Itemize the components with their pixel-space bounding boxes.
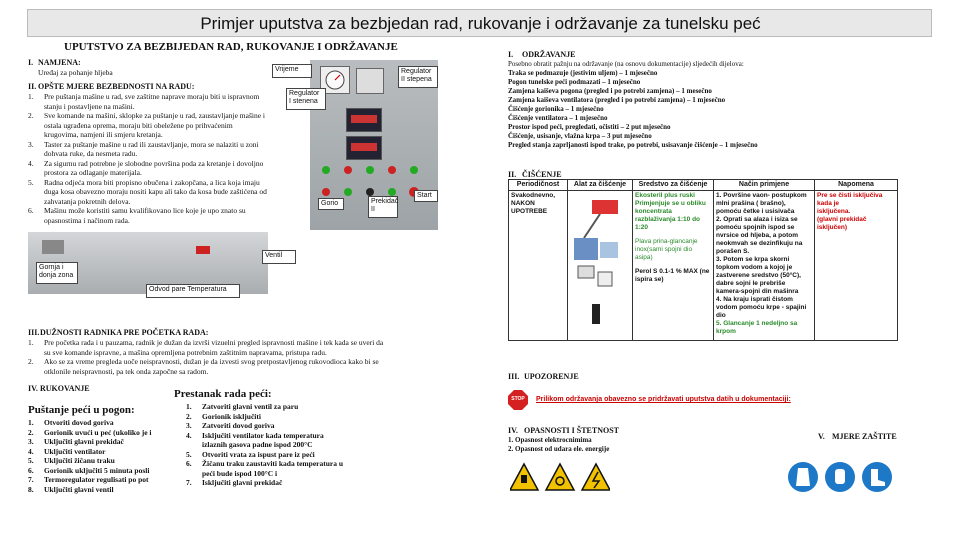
stop-list: [186, 402, 352, 494]
maintenance-list: [508, 60, 798, 156]
method-line: dio: [716, 312, 726, 319]
td-agent: [633, 191, 714, 341]
r-s5-number: V.: [818, 432, 825, 441]
safety-measure-item-line: Taster za puštanje mašine u rad ili zaustavljanje, mora se nalaziti u zoni: [44, 139, 259, 149]
entanglement-hazard-icon: [546, 464, 574, 490]
s4-title: RUKOVANJE: [40, 384, 90, 393]
start-step-item: [28, 485, 168, 495]
method-line: krpom: [716, 328, 736, 335]
r-s1-number: I.: [508, 50, 514, 59]
callout-prekidac: Prekidač II: [368, 196, 398, 218]
stop-step-item-line: Zatvoriti dovod goriva: [202, 421, 275, 430]
s2-list: [28, 92, 300, 232]
agent-green: Ekosteril plus ruski Primjenjuje se u obliku koncentrata razblaživanja 1:10 do 1:20: [635, 192, 706, 231]
th-method: Način primjene: [714, 180, 815, 191]
method-line: porašen S.: [716, 248, 750, 255]
note-line: Pre se čisti isključiva kada je: [817, 192, 883, 207]
s2-title: OPŠTE MJERE BEZBEDNOSTI NA RADU:: [38, 82, 195, 91]
start-step-item: [28, 466, 168, 476]
stop-step-item: [186, 421, 352, 431]
start-step-item: [28, 437, 168, 447]
start-step-item-number: 5.: [28, 456, 34, 465]
callout-gorio: Gorio: [318, 198, 344, 210]
start-step-item-number: 1.: [28, 418, 34, 427]
start-step-item: [28, 447, 168, 457]
warning-text: Prilikom održavanja obavezno se pridržavati uputstva datih u dokumentaciji:: [536, 396, 791, 403]
maintenance-line: Čišćenje ventilatora – 1 mjesečno: [508, 114, 608, 122]
start-step-item: [28, 475, 168, 485]
worker-duty-item: [28, 357, 458, 376]
worker-duty-item-line: Ako se za vreme pregleda uoče neispravnosti, dužan je da izvesti svog pretpostavljenog rukovodioca kako bi se: [44, 357, 379, 366]
stop-step-item-line: Gorionik isključiti: [202, 411, 261, 421]
safety-measure-item-line: stanju i postavljene na mašini.: [44, 101, 135, 111]
safety-measure-item-line: dohvata ruke, da nesmeta radu.: [44, 149, 138, 158]
title-bar: [27, 9, 932, 37]
start-step-item: [28, 418, 168, 428]
start-step-item-number: 6.: [28, 465, 34, 475]
agent-green-2: Plava prina-glancanje inox(sami spojni dio asipa): [635, 238, 698, 261]
start-step-item-text: Gorionik uključiti 5 minuta posli: [44, 465, 150, 475]
method-line: pomoću četke i usisivača: [716, 208, 795, 215]
safety-measure-item-number: 3.: [28, 139, 34, 149]
s1-title: NAMJENA:: [38, 58, 81, 67]
maintenance-line: Čišćenje, usisanje, vlažna krpa – 3 put mjesečno: [508, 132, 652, 140]
stop-step-item-number: 3.: [186, 421, 192, 430]
agent-black: Perol S 0.1-1 % MAX (ne ispira se): [635, 268, 710, 283]
stop-step-item: [186, 431, 352, 450]
start-step-item-number: 7.: [28, 475, 34, 484]
safety-measure-item: [28, 159, 300, 178]
safety-measure-item-number: 5.: [28, 177, 34, 187]
safety-measure-item-line: Sve komande na mašini, sklopke za puštanje u rad, zaustavljanje mašine i: [44, 111, 265, 120]
safety-measure-item-line: Pre puštanja mašine u rad, sve zaštitne naprave moraju biti u ispravnom: [44, 92, 260, 101]
method-line: neokmvah se dezinfikuju na: [716, 240, 803, 247]
ppe-icons: [788, 460, 894, 494]
td-note: [815, 191, 898, 341]
s1-text: Uređaj za pohanje hljeba: [38, 68, 113, 77]
safety-measure-item: [28, 140, 300, 159]
start-step-item-text: Termoregulator regulisati po pot: [44, 475, 149, 484]
stop-step-item: [186, 450, 352, 460]
start-step-item-number: 3.: [28, 437, 34, 446]
hazard-line: 2. Opasnost od udara ele. energije: [508, 445, 610, 453]
s3-title: DUŽNOSTI RADNIKA PRE POČETKA RADA:: [40, 328, 209, 337]
safety-measure-item-number: 4.: [28, 158, 34, 168]
r-s2-title: ČIŠĆENJE: [522, 170, 562, 179]
maintenance-line: Zamjena kaiševa ventilatora (pregled i po potrebi zamjena) – 1 mjesečno: [508, 96, 726, 104]
hazard-signs: [510, 462, 610, 494]
start-title: Puštanje peći u pogon:: [28, 404, 135, 416]
stop-step-item: [186, 402, 352, 412]
stop-step-item: [186, 478, 352, 488]
electric-hazard-icon: [582, 464, 610, 490]
maintenance-line: Zamjena kaiševa pogona (pregled i po potrebi zamjena) – 1 mesečno: [508, 87, 712, 95]
safety-measure-item: [28, 92, 300, 111]
method-line: vodom pomoću krpe - spajini: [716, 304, 807, 311]
r-s1-title: ODRŽAVANJE: [522, 50, 576, 59]
method-line: 2. Oprati sa alaza i isiza se: [716, 216, 798, 223]
start-step-item-text: Uključiti ventilator: [44, 446, 106, 456]
stop-step-item-number: 1.: [186, 402, 192, 411]
callout-odvod-pare: Odvod pare Temperatura: [146, 284, 240, 298]
safety-measure-item-line: Radna odjeća mora biti propisno obučena i zakopčana, a lica koja imaju: [44, 177, 260, 187]
r-s4-number: IV.: [508, 426, 518, 435]
left-doc-header: UPUTSTVO ZA BEZBIJEDAN RAD, RUKOVANJE I ODRŽAVANJE: [64, 41, 398, 53]
stop-step-item-number: 2.: [186, 411, 192, 421]
start-step-item-text: Uključiti glavni prekidač: [44, 437, 124, 446]
start-list: [28, 418, 168, 498]
method-line: 1. Površine vaon- postupkom: [716, 192, 807, 199]
method-line: dabre sojni le prebriše: [716, 280, 786, 287]
worker-duty-item: [28, 338, 458, 357]
stop-step-item-line: Isključiti glavni prekidač: [202, 478, 283, 487]
td-tool: [568, 191, 633, 341]
safety-measure-item-line: zahvatanja pokretnih delova.: [44, 196, 131, 206]
s2-number: II.: [28, 82, 37, 91]
method-line: 5. Glancanje 1 nedeljno sa: [716, 320, 798, 327]
callout-regulator-1: Regulator I stenena: [286, 88, 326, 110]
maintenance-line: Posebno obratit pažnju na održavanje (na osnovu dokumentacije) sljedećih dijelova:: [508, 60, 744, 68]
callout-vrijeme: Vrijeme: [272, 64, 312, 78]
method-line: topkom vodom a kojoj je: [716, 264, 793, 271]
safety-measure-item-line: prostora za odlaganje materijala.: [44, 168, 142, 177]
stop-title: Prestanak rada peći:: [174, 388, 272, 400]
r-s5-title: MJERE ZAŠTITE: [832, 432, 897, 441]
s3-list: [28, 338, 458, 380]
safety-measure-item-line: ostala ugrađena oprema, moraju biti obeležene po prihvaćenim: [44, 120, 233, 130]
r-s3-title: UPOZORENJE: [524, 372, 579, 381]
worker-duty-item-line: Pre početka rada i u pauzama, radnik je dužan da izvrši vizuelni pregled ispravnosti mašine i tek kada se uveri da: [44, 338, 384, 347]
safety-measure-item-line: duga kosa obavezno moraju nositi kapu ali tako da kosa bude zaštićena od: [44, 187, 267, 196]
note-line: (glavni prekidač isključen): [817, 216, 867, 231]
stop-step-item-line: Otvoriti vrata za ispust pare iz peći: [202, 449, 315, 459]
stop-step-item-number: 6.: [186, 459, 192, 468]
td-method: [714, 191, 815, 341]
start-step-item-text: Uključiti glavni ventil: [44, 484, 114, 494]
safety-measure-item-number: 6.: [28, 206, 34, 215]
method-line: zastverene sredstvo (50°C),: [716, 272, 801, 279]
cleaning-tools-icon: [570, 192, 626, 332]
worker-duty-item-line: su sve komande ispravne, a mašina opremljena potrebnim zaštitnim napravama, pristupa radu.: [44, 347, 327, 357]
stop-step-item-line: izlaznih gasova padne ispod 200°C: [202, 440, 313, 449]
r-s2-number: II.: [508, 170, 517, 179]
safety-measure-item-number: 2.: [28, 111, 34, 120]
worker-duty-item-number: 1.: [28, 338, 34, 347]
method-line: 3. Potom se krpa skorni: [716, 256, 790, 263]
stop-step-item-line: Zatvoriti glavni ventil za paru: [202, 402, 299, 411]
maintenance-line: Traka se podmazuje (jestivim uljem) – 1 mjesečno: [508, 69, 658, 77]
stop-sign-text: STOP: [511, 396, 525, 402]
stop-step-item-number: 7.: [186, 478, 192, 487]
s4-number: IV.: [28, 384, 38, 393]
callout-start: Start: [414, 190, 438, 202]
stop-step-item-number: 4.: [186, 430, 192, 440]
stop-sign-icon: [508, 390, 528, 410]
stop-step-item-line: Žičanu traku zaustaviti kada temperatura u: [202, 459, 344, 468]
stop-step-item-number: 5.: [186, 449, 192, 459]
safety-measure-item-number: 1.: [28, 92, 34, 101]
method-line: pomoću spojnih ispod se: [716, 224, 795, 231]
start-step-item-text: Gorionik uvući u peć (ukoliko je i: [44, 427, 152, 437]
td-periodicity: Svakodnevno, NAKON UPOTREBE: [509, 191, 568, 341]
s1-number: I.: [28, 58, 34, 67]
method-line: nvrsice od hljeba, a potom: [716, 232, 798, 239]
safety-measure-item-line: opasnostima i načinom rada.: [44, 215, 130, 225]
safety-measure-item: [28, 178, 300, 207]
cleaning-table: [508, 179, 898, 341]
hazards-list: [508, 436, 609, 454]
method-line: kamera-spojni din mašinra: [716, 288, 799, 295]
s3-number: III.: [28, 328, 40, 337]
protective-clothing-icon: [788, 462, 818, 492]
start-step-item: [28, 428, 168, 438]
maintenance-line: Prostor ispod peći, pregledati, očistiti – 2 put mjesečno: [508, 123, 671, 131]
timer-icon: [356, 68, 384, 94]
hand-hazard-icon: [510, 464, 538, 490]
r-s4-title: OPASNOSTI I ŠTETNOST: [524, 426, 619, 435]
th-note: Napomena: [815, 180, 898, 191]
regulator-display-1: [346, 136, 382, 160]
stop-step-item: [186, 459, 352, 478]
maintenance-line: Čišćenje gorionika – 1 mjesečno: [508, 105, 604, 113]
start-step-item-number: 4.: [28, 446, 34, 456]
worker-duty-item-number: 2.: [28, 357, 34, 366]
th-tool: Alat za čišćenje: [568, 180, 633, 191]
safety-measure-item-line: krugovima, namjeni ili smjeru kretanja.: [44, 130, 163, 139]
maintenance-line: Pogon tunelske peći podmazati – 1 mjesečno: [508, 78, 641, 86]
safety-measure-item-line: Za sigurnu rad potrebne je slobodne površina poda za kretanje i dovoljno: [44, 158, 264, 168]
th-agent: Sredstvo za čišćenje: [633, 180, 714, 191]
worker-duty-item-line: otklonile neispravnosti, pa tek onda započne sa radom.: [44, 366, 209, 376]
regulator-display-2: [346, 108, 382, 132]
page-title: Primjer uputstva za bezbjedan rad, rukovanje i održavanje za tunelsku peć: [200, 14, 761, 33]
start-step-item-number: 2.: [28, 427, 34, 437]
stop-step-item-line: Isključiti ventilator kada temperatura: [202, 430, 324, 440]
callout-gornja-donja-zona: Gornja i donja zona: [36, 262, 78, 284]
r-s3-number: III.: [508, 372, 520, 381]
callout-regulator-2: Regulator II stepena: [398, 66, 438, 88]
stop-step-item-line: peći bude ispod 100°C i: [202, 468, 278, 478]
maintenance-line: Pregled stanja zaprljanosti ispod trake, po potrebi, usisavanje čišćenje – 1 mjesečno: [508, 141, 758, 149]
safety-boots-icon: [862, 462, 892, 492]
method-line: mlni prašina ( brašno),: [716, 200, 786, 207]
start-step-item-text: Otvoriti dovod goriva: [44, 418, 114, 427]
note-line: isključena.: [817, 208, 851, 215]
safety-measure-item: [28, 111, 300, 140]
method-line: 4. Na kraju isprati čistom: [716, 296, 793, 303]
stop-step-item: [186, 412, 352, 422]
start-step-item-number: 8.: [28, 484, 34, 494]
gloves-icon: [825, 462, 855, 492]
safety-measure-item: [28, 206, 300, 225]
th-periodicity: Periodičnost: [509, 180, 568, 191]
start-step-item: [28, 456, 168, 466]
hazard-line: 1. Opasnost elektrocnimima: [508, 436, 592, 444]
callout-ventil: Ventil: [262, 250, 296, 264]
start-step-item-text: Uključiti žičanu traku: [44, 456, 115, 465]
safety-measure-item-line: Mašinu može koristiti samu kvalifikovano lice koje je upo znato su: [44, 206, 246, 215]
